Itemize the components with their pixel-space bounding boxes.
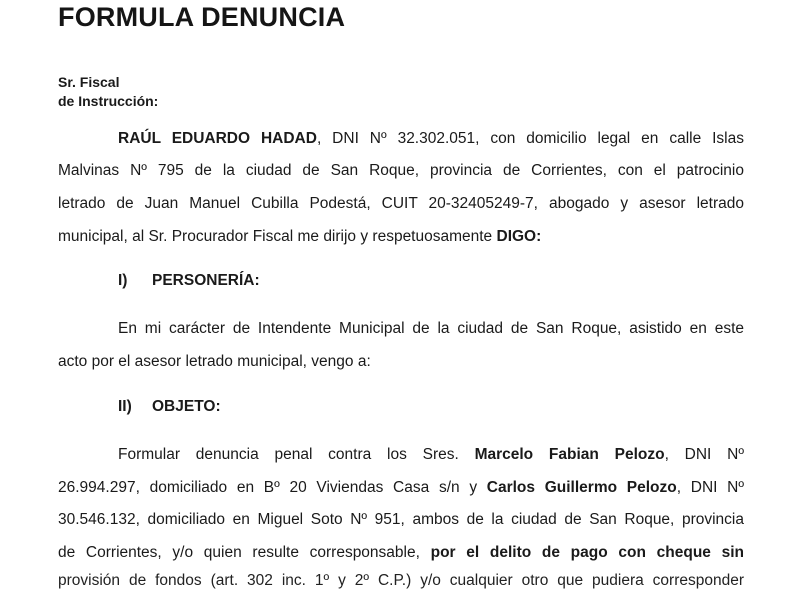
objeto-line-3: 30.546.132, domiciliado en Miguel Soto Nº 951, ambos de la ciudad de San Roque, provincia <box>58 511 744 528</box>
intro-line-2: Malvinas Nº 795 de la ciudad de San Roque, provincia de Corrientes, con el patrocinio <box>58 162 744 179</box>
intro-line-3: letrado de Juan Manuel Cubilla Podestá, CUIT 20-32405249-7, abogado y asesor letrado <box>58 195 744 212</box>
section-heading-objeto <box>118 398 221 416</box>
section-number: II) <box>118 398 132 415</box>
addressee-line-2: de Instrucción: <box>58 93 159 109</box>
objeto-line-1-dni: , DNI Nº <box>664 446 744 463</box>
personeria-line-1: En mi carácter de Intendente Municipal de la ciudad de San Roque, asistido en este <box>118 320 744 337</box>
objeto-line-5: provisión de fondos (art. 302 inc. 1º y 2º C.P.) y/o cualquier otro que pudiera corresponder <box>58 572 744 589</box>
accused-name-1: Marcelo Fabian Pelozo <box>474 446 665 463</box>
objeto-line-4 <box>58 543 744 563</box>
intro-line-1-text: , DNI Nº 32.302.051, con domicilio legal en calle Islas <box>316 130 744 147</box>
objeto-line-4-text: de Corrientes, y/o quien resulte corresponsable, <box>58 544 431 561</box>
objeto-line-2-text: 26.994.297, domiciliado en Bº 20 Viviendas Casa s/n y <box>58 479 487 496</box>
digo-keyword: DIGO: <box>496 228 542 245</box>
intro-line-4-text: municipal, al Sr. Procurador Fiscal me dirijo y respetuosamente <box>58 228 497 245</box>
objeto-line-1-text: Formular denuncia penal contra los Sres. <box>118 446 475 463</box>
section-label: OBJETO: <box>152 398 221 415</box>
addressee-line-1: Sr. Fiscal <box>58 74 120 90</box>
document-title: FORMULA DENUNCIA <box>58 2 346 32</box>
objeto-line-1 <box>58 445 744 465</box>
objeto-line-2 <box>58 478 744 498</box>
objeto-line-2-dni: , DNI Nº <box>676 479 744 496</box>
intro-line-1 <box>58 129 744 149</box>
complainant-name: RAÚL EDUARDO HADAD <box>118 130 317 147</box>
offense-description: por el delito de pago con cheque sin <box>430 544 745 561</box>
personeria-line-2: acto por el asesor letrado municipal, vengo a: <box>58 353 371 370</box>
accused-name-2: Carlos Guillermo Pelozo <box>486 479 677 496</box>
section-label: PERSONERÍA: <box>152 272 260 289</box>
section-number: I) <box>118 272 128 289</box>
intro-line-4 <box>58 227 744 247</box>
section-heading-personeria <box>118 272 260 290</box>
